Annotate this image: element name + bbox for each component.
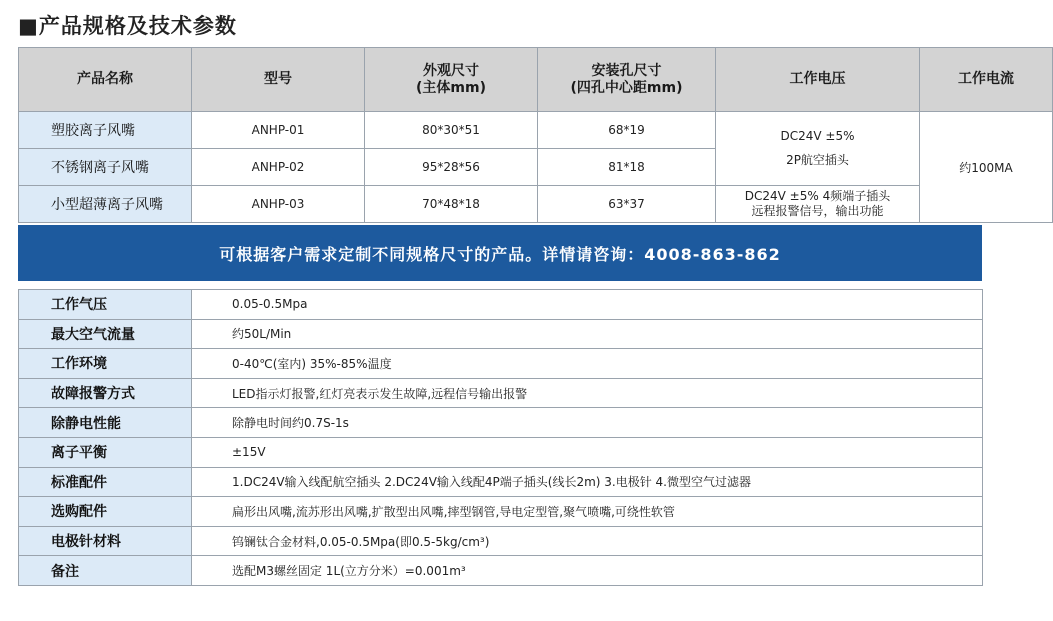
contact-banner: 可根据客户需求定制不同规格尺寸的产品。详情请咨询：4008-863-862	[18, 225, 982, 281]
voltage-3-line2: 远程报警信号，输出功能	[751, 204, 884, 218]
product-name: 小型超薄离子风嘴	[19, 186, 192, 223]
param-key: 最大空气流量	[19, 319, 192, 349]
param-row	[19, 467, 983, 497]
param-value: 1.DC24V输入线配航空插头 2.DC24V输入线配4P端子插头(线长2m) 3.电极针 4.微型空气过滤器	[192, 467, 983, 497]
param-value: 扁形出风嘴,流苏形出风嘴,扩散型出风嘴,摔型钢管,导电定型管,聚气喷嘴,可绕性软管	[192, 497, 983, 527]
param-row	[19, 437, 983, 467]
param-key: 工作气压	[19, 290, 192, 320]
header-voltage: 工作电压	[716, 48, 920, 112]
header-model: 型号	[192, 48, 365, 112]
param-row	[19, 497, 983, 527]
param-value: LED指示灯报警,红灯亮表示发生故障,远程信号输出报警	[192, 378, 983, 408]
product-model: ANHP-03	[192, 186, 365, 223]
param-value: 除静电时间约0.7S-1s	[192, 408, 983, 438]
spec-header-row	[19, 48, 1053, 112]
param-value: 选配M3螺丝固定 1L(立方分米）=0.001m³	[192, 556, 983, 586]
product-model: ANHP-02	[192, 149, 365, 186]
param-key: 备注	[19, 556, 192, 586]
voltage-12-line1: DC24V ±5%	[780, 129, 855, 143]
product-size: 70*48*18	[365, 186, 538, 223]
product-hole: 63*37	[538, 186, 716, 223]
spec-table	[18, 47, 1053, 223]
param-key: 标准配件	[19, 467, 192, 497]
param-key: 电极针材料	[19, 526, 192, 556]
param-key: 离子平衡	[19, 437, 192, 467]
product-size: 80*30*51	[365, 112, 538, 149]
product-name: 塑胶离子风嘴	[19, 112, 192, 149]
header-size-text: 外观尺寸 (主体mm)	[416, 62, 486, 96]
param-row	[19, 378, 983, 408]
voltage-3-line1: DC24V ±5% 4频端子插头	[744, 189, 891, 203]
table-row	[19, 186, 1053, 223]
param-value: 约50L/Min	[192, 319, 983, 349]
param-row	[19, 319, 983, 349]
param-table	[18, 289, 983, 586]
product-model: ANHP-01	[192, 112, 365, 149]
current-cell: 约100MA	[920, 112, 1053, 223]
header-product-name: 产品名称	[19, 48, 192, 112]
param-value: ±15V	[192, 437, 983, 467]
param-value: 0-40℃(室内) 35%-85%温度	[192, 349, 983, 379]
header-hole	[538, 48, 716, 112]
param-row	[19, 408, 983, 438]
header-hole-text: 安装孔尺寸 (四孔中心距mm)	[570, 62, 683, 96]
param-value: 0.05-0.5Mpa	[192, 290, 983, 320]
param-row	[19, 349, 983, 379]
page-title: ■产品规格及技术参数	[18, 13, 237, 38]
param-row	[19, 556, 983, 586]
table-row	[19, 112, 1053, 149]
header-size	[365, 48, 538, 112]
param-key: 除静电性能	[19, 408, 192, 438]
param-key: 故障报警方式	[19, 378, 192, 408]
voltage-cell-12	[716, 112, 920, 186]
product-size: 95*28*56	[365, 149, 538, 186]
voltage-12-line2: 2P航空插头	[786, 153, 849, 167]
param-value: 钨镧钛合金材料,0.05-0.5Mpa(即0.5-5kg/cm³)	[192, 526, 983, 556]
param-row	[19, 290, 983, 320]
param-key: 选购配件	[19, 497, 192, 527]
voltage-cell-3	[716, 186, 920, 223]
product-hole: 68*19	[538, 112, 716, 149]
product-name: 不锈钢离子风嘴	[19, 149, 192, 186]
product-hole: 81*18	[538, 149, 716, 186]
param-row	[19, 526, 983, 556]
header-current: 工作电流	[920, 48, 1053, 112]
param-key: 工作环境	[19, 349, 192, 379]
